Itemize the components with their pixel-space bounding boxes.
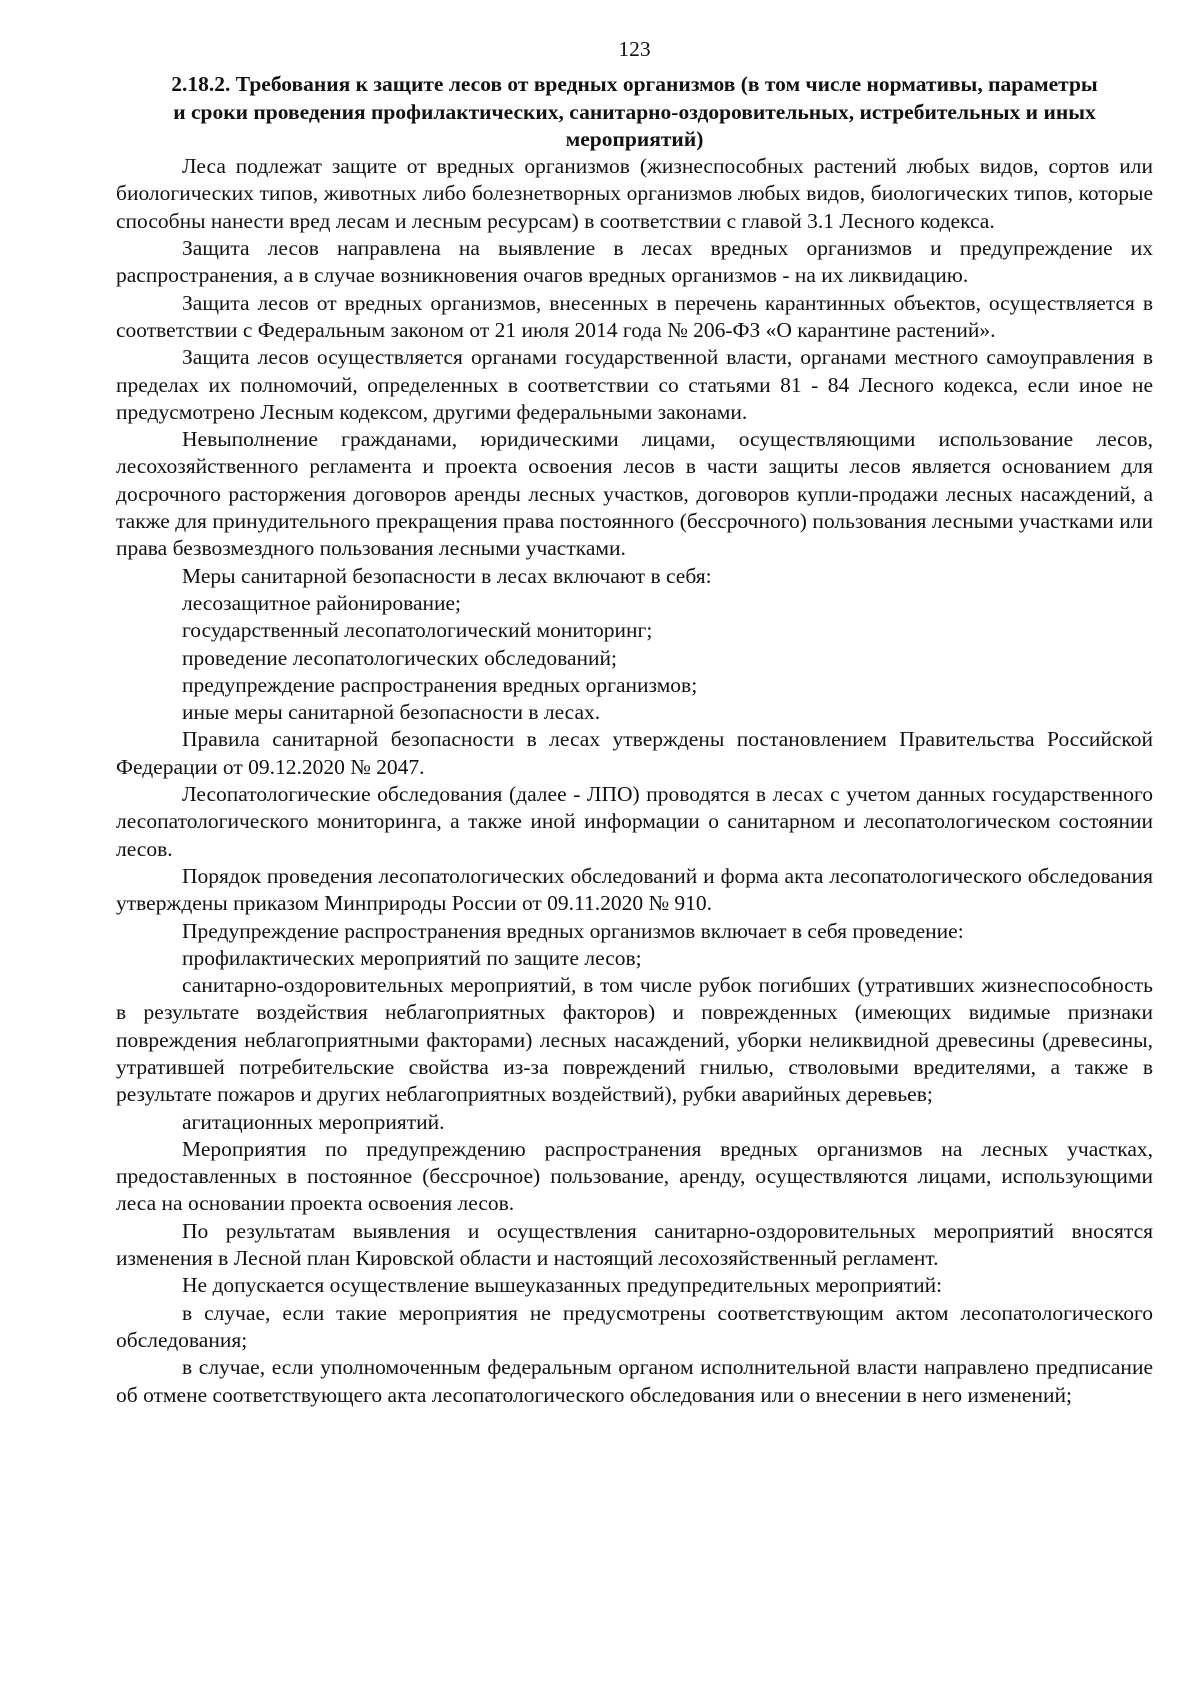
- list-item: лесозащитное районирование;: [182, 590, 462, 615]
- list-item: проведение лесопатологических обследований;: [182, 645, 617, 670]
- paragraph: Не допускается осуществление вышеуказанных предупредительных мероприятий:: [182, 1273, 943, 1298]
- list-item: иные меры санитарной безопасности в лесах.: [182, 700, 601, 725]
- paragraph: По результатам выявления и осуществления санитарно-оздоровительных мероприятий вносятся изменения в Лесной план Кировской области и настоящий лесохозяйственный регламент.: [116, 1218, 1153, 1271]
- paragraph: Лесопатологические обследования (далее - ЛПО) проводятся в лесах с учетом данных государственного лесопатологического мониторинга, а также иной информации о санитарном и лесопатологическом состоянии лесов.: [116, 782, 1153, 861]
- paragraph: Леса подлежат защите от вредных организмов (жизнеспособных растений любых видов, сортов или биологических типов, животных либо болезнетворных организмов любых видов, биологических типов, которые способны нанести вред лесам и лесным ресурсам) в соответствии с главой 3.1 Лесного кодекса.: [116, 154, 1153, 233]
- section-heading: 2.18.2. Требования к защите лесов от вредных организмов (в том числе нормативы, параметры и сроки проведения профилактических, санитарно-оздоровительных, истребительных и иных мероприятий): [171, 72, 1098, 151]
- paragraph: Невыполнение гражданами, юридическими лицами, осуществляющими использование лесов, лесохозяйственного регламента и проекта освоения лесов в части защиты лесов является основанием для досрочного расторжения договоров аренды лесных участков, договоров купли-продажи лесных насаждений, а также для принудительного прекращения права постоянного (бессрочного) пользования лесными участками или права безвозмездного пользования лесными участками.: [116, 427, 1153, 561]
- list-item: предупреждение распространения вредных организмов;: [182, 672, 698, 697]
- paragraph: Защита лесов от вредных организмов, внесенных в перечень карантинных объектов, осуществляется в соответствии с Федеральным законом от 21 июля 2014 года № 206-ФЗ «О карантине растений».: [116, 290, 1153, 342]
- paragraph: Предупреждение распространения вредных организмов включает в себя проведение:: [182, 918, 964, 943]
- paragraph: Порядок проведения лесопатологических обследований и форма акта лесопатологического обследования утверждены приказом Минприроды России от 09.11.2020 № 910.: [116, 863, 1153, 916]
- document-page: [116, 36, 1153, 1409]
- list-item: государственный лесопатологический мониторинг;: [182, 618, 653, 643]
- paragraph: Мероприятия по предупреждению распространения вредных организмов на лесных участках, предоставленных в постоянное (бессрочное) пользование, аренду, осуществляются лицами, использующими леса на основании проекта освоения лесов.: [116, 1136, 1153, 1216]
- paragraph: Правила санитарной безопасности в лесах утверждены постановлением Правительства Российской Федерации от 09.12.2020 № 2047.: [116, 727, 1153, 779]
- paragraph: Защита лесов направлена на выявление в лесах вредных организмов и предупреждение их распространения, а в случае возникновения очагов вредных организмов - на их ликвидацию.: [116, 236, 1153, 288]
- paragraph: Защита лесов осуществляется органами государственной власти, органами местного самоуправления в пределах их полномочий, определенных в соответствии со статьями 81 - 84 Лесного кодекса, если иное не предусмотрено Лесным кодексом, другими федеральными законами.: [116, 345, 1153, 424]
- list-item: санитарно-оздоровительных мероприятий, в том числе рубок погибших (утративших жизнеспособность в результате воздействия неблагоприятных факторов) и поврежденных (имеющих видимые признаки повреждения неблагоприятными факторами) лесных насаждений, уборки неликвидной древесины (древесины, утратившей потребительские свойства из-за повреждений гнилью, стволовыми вредителями, а также в результате пожаров и других неблагоприятных воздействий), рубки аварийных деревьев;: [116, 973, 1153, 1107]
- list-item: агитационных мероприятий.: [182, 1109, 445, 1134]
- list-item: профилактических мероприятий по защите лесов;: [182, 945, 642, 970]
- paragraph: Меры санитарной безопасности в лесах включают в себя:: [182, 563, 712, 588]
- page-number: 123: [618, 37, 651, 61]
- list-item: в случае, если такие мероприятия не предусмотрены соответствующим актом лесопатологического обследования;: [116, 1300, 1153, 1352]
- list-item: в случае, если уполномоченным федеральным органом исполнительной власти направлено предписание об отмене соответствующего акта лесопатологического обследования или о внесении в него изменений;: [116, 1355, 1153, 1407]
